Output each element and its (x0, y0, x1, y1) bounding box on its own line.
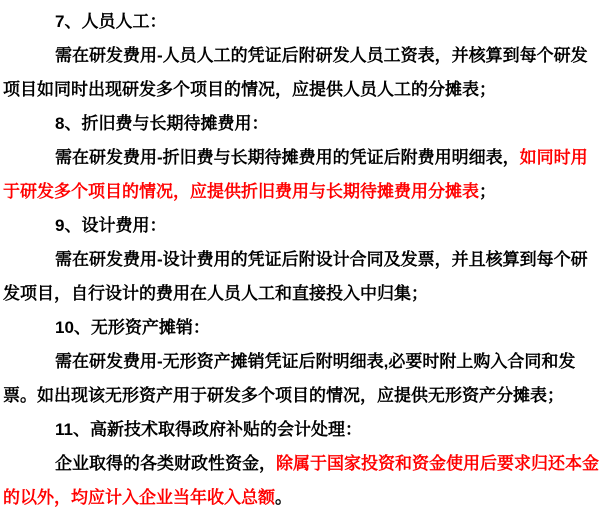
highlighted-text: 如同时用于研发多个项目的情况，应提供折旧费用与长期待摊费用分摊表 (3, 148, 588, 201)
text-segment: 10、无形资产摊销： (55, 318, 210, 337)
text-segment: 8、折旧费与长期待摊费用： (55, 114, 269, 133)
section-heading (3, 5, 603, 39)
section-body (3, 243, 603, 311)
section-body (3, 447, 603, 515)
text-segment: ； (479, 182, 496, 201)
section-heading (3, 311, 603, 345)
text-segment: 需在研发费用-无形资产摊销凭证后附明细表,必要时附上购入合同和发票。如出现该无形资产用于研发多个项目的情况，应提供无形资产分摊表； (3, 352, 576, 405)
section-body (3, 345, 603, 413)
section-body (3, 141, 603, 209)
text-segment: 。 (275, 488, 292, 507)
section-heading (3, 413, 603, 447)
section-heading (3, 107, 603, 141)
text-segment: 9、设计费用： (55, 216, 167, 235)
section-body (3, 39, 603, 107)
highlighted-text: 除属于国家投资和资金使用后要求归还本金的以外，均应计入企业当年收入总额 (3, 454, 599, 507)
text-segment: 7、人员人工： (55, 12, 167, 31)
text-segment: 11、高新技术取得政府补贴的会计处理： (55, 420, 362, 439)
section-heading (3, 209, 603, 243)
document-content (0, 5, 609, 515)
text-segment: 需在研发费用-人员人工的凭证后附研发人员工资表，并核算到每个研发项目如同时出现研发多个项目的情况，应提供人员人工的分摊表； (3, 46, 588, 99)
text-segment: 需在研发费用-折旧费与长期待摊费用的凭证后附费用明细表， (55, 148, 520, 167)
text-segment: 企业取得的各类财政性资金， (55, 454, 276, 473)
text-segment: 需在研发费用-设计费用的凭证后附设计合同及发票，并且核算到每个研发项目，自行设计的费用在人员人工和直接投入中归集； (3, 250, 588, 303)
